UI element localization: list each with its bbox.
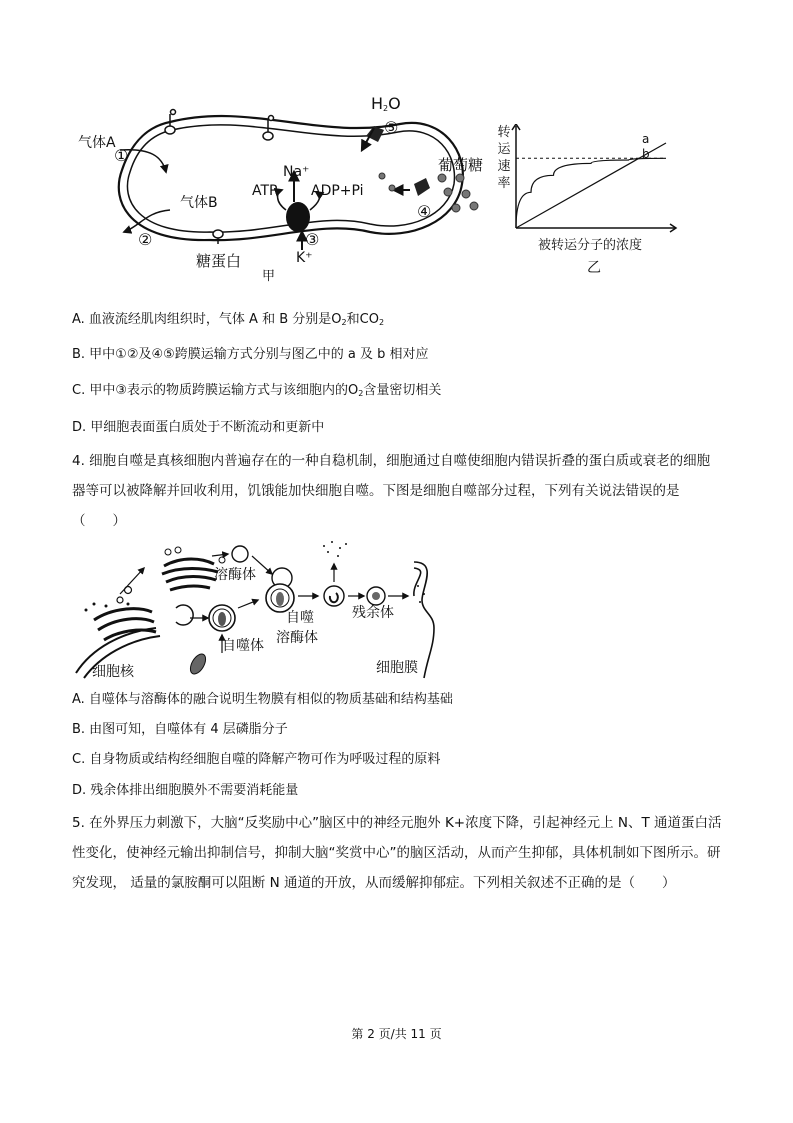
- curve-a-label: a: [642, 132, 650, 146]
- na-label: Na⁺: [283, 164, 310, 180]
- adp-label: ADP+Pi: [311, 183, 364, 199]
- y-axis-label: 转 运 速 率: [497, 125, 511, 191]
- gas-a-label: 气体A: [78, 135, 116, 151]
- glucose-carrier: [414, 178, 430, 196]
- figure-jia-caption: 甲: [262, 269, 276, 284]
- residual-body-label: 残余体: [352, 605, 394, 621]
- circle-number-1: ①: [114, 146, 129, 165]
- q4-option-d: D. 残余体排出细胞膜外不需要消耗能量: [72, 783, 299, 798]
- q3-option-c: C. 甲中③表示的物质跨膜运输方式与该细胞内的$O_2$含量密切相关: [72, 383, 442, 398]
- q4-stem: 4. 细胞自噬是真核细胞内普遍存在的一种自稳机制，细胞通过自噬使细胞内错误折叠的蛋白质或衰老的细胞器等可以被降解并回收利用，饥饿能加快细胞自噬。下图是细胞自噬部分过程，下列有关说法错误的是（ ）: [72, 453, 711, 529]
- autolysosome-label-2: 溶酶体: [276, 630, 318, 646]
- circle-number-2: ②: [138, 230, 153, 249]
- mitochondrion: [187, 651, 208, 676]
- circle-number-3: ③: [305, 230, 320, 249]
- lysosome: [232, 546, 248, 562]
- circle-number-4: ④: [417, 202, 432, 221]
- x-axis-label: 被转运分子的浓度: [538, 238, 643, 253]
- cell-membrane-label: 细胞膜: [376, 660, 418, 676]
- atp-label: ATP: [252, 183, 278, 199]
- gas-b-label: 气体B: [180, 195, 218, 211]
- curve-b-label: b: [642, 147, 650, 161]
- golgi: [164, 559, 214, 566]
- q3-option-b: B. 甲中①②及④⑤跨膜运输方式分别与图乙中的 a 及 b 相对应: [72, 347, 429, 362]
- k-label: K⁺: [296, 250, 313, 266]
- q4-option-b: B. 由图可知，自噬体有 4 层磷脂分子: [72, 722, 288, 737]
- q3-option-a: A. 血液流经肌肉组织时，气体 A 和 B 分别是$O_2$和$CO_2$: [72, 312, 385, 327]
- glucose-label: 葡萄糖: [438, 156, 484, 174]
- q4-option-a: A. 自噬体与溶酶体的融合说明生物膜有相似的物质基础和结构基础: [72, 692, 453, 707]
- q3-option-d: D. 甲细胞表面蛋白质处于不断流动和更新中: [72, 420, 325, 435]
- q4-option-c: C. 自身物质或结构经细胞自噬的降解产物可作为呼吸过程的原料: [72, 752, 441, 767]
- membrane-protein: [165, 110, 274, 245]
- autophagosome-label: 自噬体: [222, 638, 264, 654]
- figure-jia-diagram: [70, 92, 500, 282]
- series-b-line: [516, 158, 666, 228]
- glycoprotein-label: 糖蛋白: [196, 252, 242, 270]
- figure-yi-chart: [510, 124, 680, 234]
- page-footer: 第 2 页/共 11 页: [351, 1027, 442, 1041]
- lysosome-label: 溶酶体: [214, 567, 256, 583]
- h2o-label: $H_2O$: [371, 94, 401, 113]
- autolysosome-label-1: 自噬: [286, 610, 314, 626]
- circle-number-5: ⑤: [384, 118, 399, 137]
- q5-stem: 5. 在外界压力刺激下，大脑“反奖励中心”脑区中的神经元胞外 K+浓度下降，引起神经元上 N、T 通道蛋白活性变化，使神经元输出抑制信号，抑制大脑“奖赏中心”的脑区活动，从而产生抑郁，具体机制如下图所示。研究发现， 适量的氯胺酮可以阻断 N 通道的开放，从而缓解抑郁症。下列相关叙述不正确的是（ ）: [72, 815, 722, 891]
- figure-yi-caption: 乙: [587, 260, 601, 276]
- nucleus-label: 细胞核: [92, 664, 134, 680]
- na-k-pump: [286, 202, 310, 232]
